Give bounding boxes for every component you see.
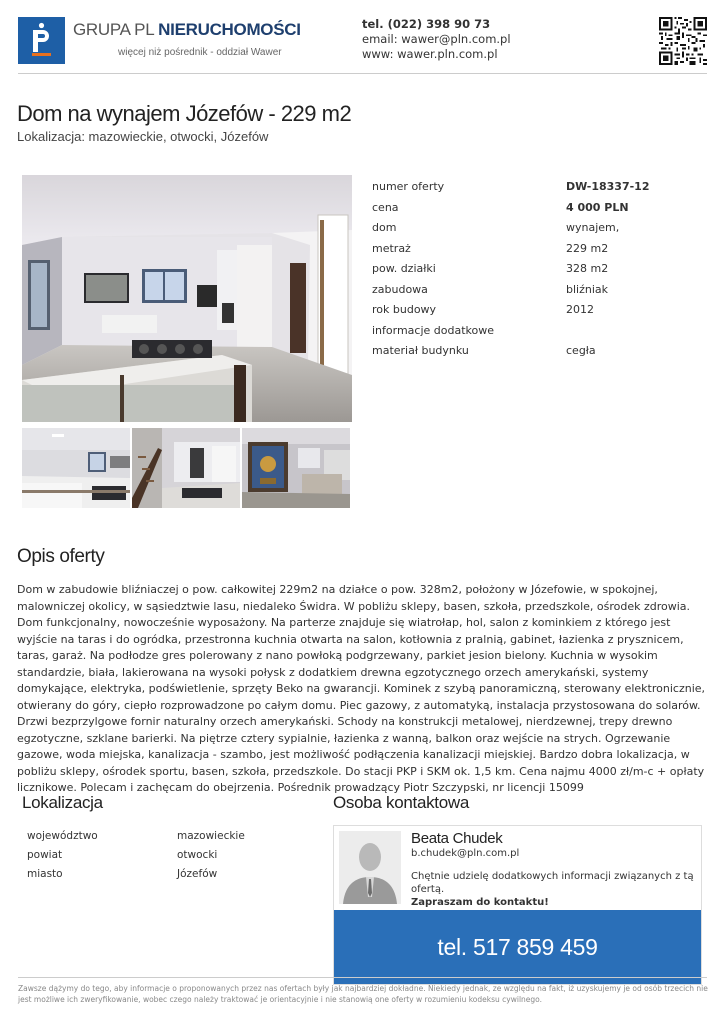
location-label: powiat — [27, 849, 63, 861]
detail-value: 2012 — [566, 303, 594, 316]
detail-value: DW-18337-12 — [566, 180, 650, 193]
header-divider — [18, 73, 707, 74]
detail-row — [372, 198, 712, 219]
main-photo[interactable] — [22, 175, 352, 422]
brand-name: GRUPA PL NIERUCHOMOŚCI — [73, 20, 301, 39]
detail-row — [372, 300, 712, 321]
listing-title: Dom na wynajem Józefów - 229 m2 — [17, 101, 352, 126]
location-label: miasto — [27, 868, 63, 880]
detail-label: materiał budynku — [372, 344, 469, 357]
brand-tagline: więcej niż pośrednik - oddział Wawer — [118, 47, 282, 58]
agent-phone-button[interactable]: tel. 517 859 459 — [334, 910, 701, 984]
detail-value: 328 m2 — [566, 262, 609, 275]
agent-card — [333, 825, 702, 985]
office-contact — [362, 17, 511, 62]
location-value: mazowieckie — [177, 830, 245, 842]
listing-location: Lokalizacja: mazowieckie, otwocki, Józefów — [17, 129, 269, 144]
detail-label: numer oferty — [372, 180, 445, 193]
detail-value: cegła — [566, 344, 596, 357]
detail-label: rok budowy — [372, 303, 437, 316]
detail-label: informacje dodatkowe — [372, 323, 495, 337]
location-heading: Lokalizacja — [22, 793, 103, 812]
location-label: województwo — [27, 830, 98, 842]
agent-name: Beata Chudek — [411, 830, 503, 847]
detail-label: zabudowa — [372, 282, 428, 296]
detail-row — [372, 280, 712, 301]
detail-row — [372, 321, 712, 342]
detail-label: cena — [372, 200, 399, 214]
detail-row — [372, 218, 712, 239]
company-logo — [18, 17, 65, 64]
detail-label: dom — [372, 221, 397, 234]
description-text: Dom w zabudowie bliźniaczej o pow. całkowitej 229m2 na działce o pow. 328m2, położony w Józefowie, w spokojnej, malowniczej okolicy, w sąsiedztwie lasu, niedaleko Świdra. W pobliżu sklepy, basen, szkoła, przedszkole, ośrodek zdrowia. Dom funkcjonalny, nowocześnie wyposażony. Na parterze znajduje się wiatrołap, hol, salon z kominkiem z którego jest wyjście na taras i do ogródka, przestronna kuchnia otwarta na salon, kotłownia z pralnią, gabinet, łazienka z prysznicem, taras, garaż. Na podłodze gres polerowany z nano powłoką podgrzewany, parkiet jesion bielony. Kuchnia w wysokim standardzie, biała, lakierowana na wysoki połysk z dodatkiem drewna egzotycznego orzech amerykański, systemy domykające, elektryka, podświetlenie, sprzęty Beko na gwarancji. Kominek z szybą panoramiczną, sterowany elektronicznie, otwierany do góry, ciepło rozprowadzone po całym domu. Piec gazowy, z automatyką, instalacja przystosowana do solarów. Drzwi bezprzylgowe fornir naturalny orzech amerykański. Schody na konstrukcji metalowej, nierdzewnej, trepy drewno egzotyczne, szklane barierki. Na piętrze cztery sypialnie, łazienka z wanną, balkon oraz wejście na strych. Ogrzewanie gazowe, woda miejska, kanalizacja - szambo, jest możliwość podłączenia kanalizacji miejskiej. Bardzo dobra lokalizacja, w pobliżu sklepy, ośrodek sportu, basen, szkoła, przedszkole. Do stacji PKP i SKM ok. 1,5 km. Cena najmu 4000 zł/m-c + opłaty licznikowe. Polecam i zachęcam do obejrzenia. Pośrednik prowadzący Piotr Szczypski, nr licencji 15099 — [17, 583, 706, 794]
detail-value: wynajem, — [566, 221, 620, 234]
detail-row — [372, 341, 712, 362]
thumbnail-3[interactable] — [242, 428, 350, 508]
location-row — [27, 849, 327, 861]
contact-heading: Osoba kontaktowa — [333, 793, 470, 812]
detail-value: 4 000 PLN — [566, 200, 629, 214]
location-value: otwocki — [177, 849, 218, 861]
qr-code-icon — [659, 17, 707, 65]
location-value: Józefów — [177, 868, 218, 880]
agent-avatar — [339, 831, 401, 904]
agent-message — [411, 870, 701, 909]
agent-message-cta: Zapraszam do kontaktu! — [411, 897, 549, 908]
thumbnail-2[interactable] — [132, 428, 240, 508]
description-heading: Opis oferty — [17, 546, 105, 567]
location-row — [27, 868, 327, 880]
detail-label: pow. działki — [372, 262, 436, 275]
detail-row — [372, 239, 712, 260]
office-www[interactable]: www: wawer.pln.com.pl — [362, 47, 498, 61]
detail-row — [372, 259, 712, 280]
detail-value: 229 m2 — [566, 241, 609, 255]
thumbnail-1[interactable] — [22, 428, 130, 508]
office-phone: tel. (022) 398 90 73 — [362, 17, 491, 31]
footer-disclaimer: Zawsze dążymy do tego, aby informacje o proponowanych przez nas ofertach były jak najbardziej dokładne. Niekiedy jednak, ze względu na fakt, iż uzyskujemy je od osób trzecich nie jest możliwe ich zweryfikowanie, wobec czego należy traktować je orientacyjnie i nie stanowią one oferty w rozumieniu kodeksu cywilnego. — [18, 984, 708, 1004]
detail-label: metraż — [372, 241, 411, 255]
footer-divider — [18, 977, 707, 978]
agent-message-text: Chętnie udzielę dodatkowych informacji związanych z tą ofertą. — [411, 871, 694, 895]
detail-row — [372, 177, 712, 198]
detail-value: bliźniak — [566, 282, 609, 296]
location-row — [27, 830, 327, 842]
agent-email[interactable]: b.chudek@pln.com.pl — [411, 848, 520, 859]
office-email[interactable]: email: wawer@pln.com.pl — [362, 32, 511, 46]
listing-details — [372, 177, 712, 362]
